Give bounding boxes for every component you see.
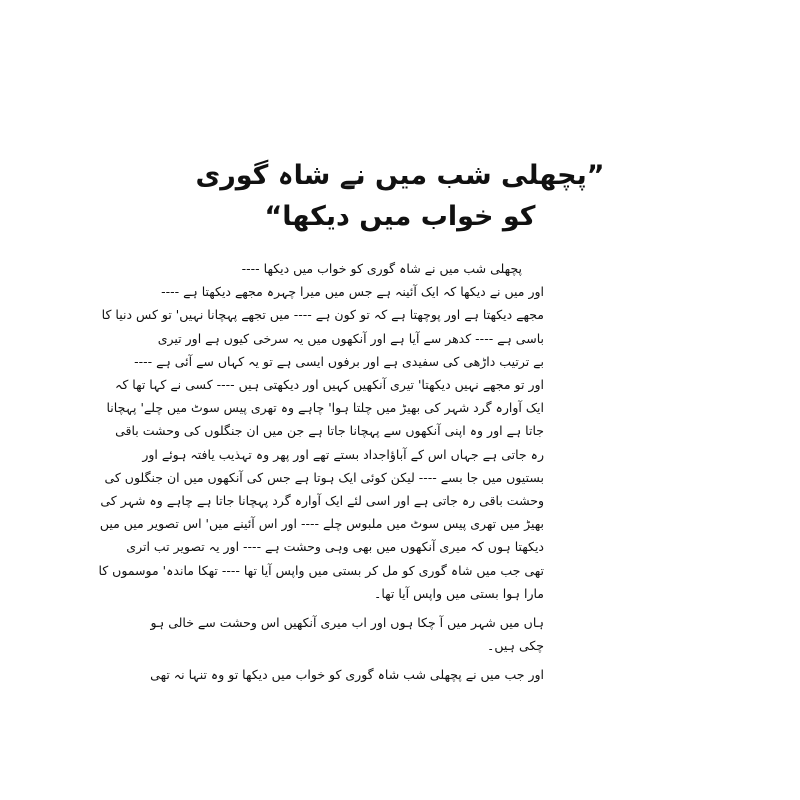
text-line: تھی جب میں شاہ گوری کو مل کر بستی میں واپس آیا تھا ---- تھکا ماندہ' موسموں کا xyxy=(98,562,544,578)
text-line: ہاں میں شہر میں آ چکا ہوں اور اب میری آنکھیں اس وحشت سے خالی ہو xyxy=(150,614,544,630)
text-line: اور جب میں نے پچھلی شب شاہ گوری کو خواب میں دیکھا تو وہ تنہا نہ تھی xyxy=(150,667,544,683)
chapter-title-line-1: ”پچھلی شب میں نے شاہ گوری xyxy=(195,160,605,191)
text-line: اور میں نے دیکھا کہ ایک آئینہ ہے جس میں میرا چہرہ مجھے دیکھتا ہے ---- xyxy=(161,284,544,300)
text-line: مارا ہوا بستی میں واپس آیا تھا۔ xyxy=(374,585,544,601)
text-line: رہ جاتی ہے جہاں اس کے آباؤاجداد بستے تھے اور پھر وہ تہذیب یافتہ ہوئے اور xyxy=(142,446,544,462)
text-line: وحشت باقی رہ جاتی ہے اور اسی لئے ایک آوارہ گرد پہچانا جاتا ہے چاہے وہ شہر کی xyxy=(100,492,544,508)
chapter-title-line-2: کو خواب میں دیکھا“ xyxy=(264,201,536,232)
text-line: مجھے دیکھتا ہے اور پوچھتا ہے کہ تو کون ہے ---- میں تجھے پہچانا نہیں' تو کس دنیا کا xyxy=(101,307,544,323)
body-text xyxy=(98,257,544,686)
text-line: اور تو مجھے نہیں دیکھتا' تیری آنکھیں کہیں اور دیکھتی ہیں ---- کسی نے کہا تھا کہ xyxy=(115,377,544,393)
text-line: جاتا ہے اور وہ اپنی آنکھوں سے پہچانا جاتا ہے جن میں ان جنگلوں کی وحشت باقی xyxy=(115,423,544,439)
text-line: ایک آوارہ گرد شہر کی بھیڑ میں چلتا ہوا' چاہے وہ تھری پیس سوٹ میں چلے' پہچانا xyxy=(106,400,544,416)
text-line: چکی ہیں۔ xyxy=(487,638,544,654)
text-line: بستیوں میں جا بسے ---- لیکن کوئی ایک ہوتا ہے جس کی آنکھوں میں ان جنگلوں کی xyxy=(104,469,544,485)
text-line: بے ترتیب داڑھی کی سفیدی ہے اور برفوں ایسی ہے تو یہ کہاں سے آئی ہے ---- xyxy=(134,353,544,369)
text-line: باسی ہے ---- کدھر سے آیا ہے اور آنکھوں میں یہ سرخی کیوں ہے اور تیری xyxy=(157,330,544,346)
text-line: پچھلی شب میں نے شاہ گوری کو خواب میں دیکھا ---- xyxy=(241,261,522,277)
text-line: دیکھتا ہوں کہ میری آنکھوں میں بھی وہی وحشت ہے ---- اور یہ تصویر تب اتری xyxy=(126,539,544,555)
text-line: بھیڑ میں تھری پیس سوٹ میں ملبوس چلے ---- اور اس آئینے میں' اس تصویر میں میں xyxy=(99,516,544,532)
